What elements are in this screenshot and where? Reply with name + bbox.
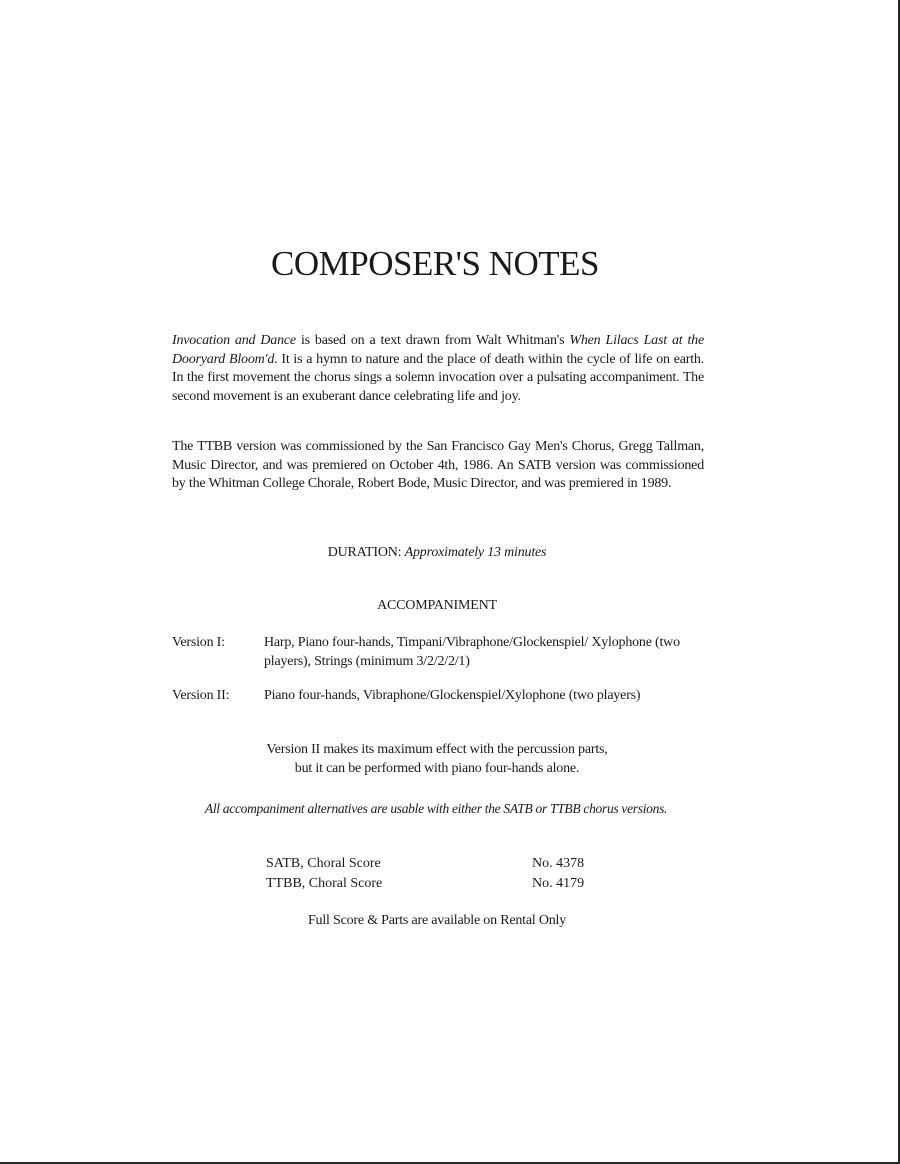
alternatives-note: All accompaniment alternatives are usable with either the SATB or TTBB chorus versions. [204,801,668,816]
page-title: COMPOSER'S NOTES [271,244,599,283]
version-row [172,633,712,671]
version-label: Version II: [172,688,230,703]
score-name: SATB, Choral Score [266,856,381,871]
duration-value: Approximately 13 minutes [404,545,547,560]
score-row [266,874,626,894]
duration-line [0,545,874,561]
version-note-line-1: Version II makes its maximum effect with the percussion parts, [266,742,608,757]
rental-note: Full Score & Parts are available on Rental Only [307,913,567,928]
version-instrumentation: Piano four-hands, Vibraphone/Glockenspiel/Xylophone (two players) [264,688,641,703]
score-number: No. 4378 [532,856,585,871]
version-note-line-2: but it can be performed with piano four-hands alone. [294,761,580,776]
intro-text-a: is based on a text drawn from Walt Whitman's [295,333,570,348]
commission-paragraph: The TTBB version was commissioned by the San Francisco Gay Men's Chorus, Gregg Tallman, Music Director, and was premiered on October 4th, 1986. An SATB version was commissioned by the Whitman College Chorale, Robert Bode, Music Director, and was premiered in 1989. [172,439,704,492]
accompaniment-heading: ACCOMPANIMENT [377,598,497,613]
score-name: TTBB, Choral Score [266,876,383,891]
version-label: Version I: [172,635,225,650]
intro-paragraph [172,332,704,406]
intro-text-b: . It is a hymn to nature and the place of death within the cycle of life on earth. In the first movement the chorus sings a solemn invocation over a pulsating accompaniment. The second movement is an exuberant dance celebrating life and joy. [172,351,704,404]
score-number: No. 4179 [532,876,585,891]
score-list [266,854,626,894]
score-row [266,854,626,874]
duration-label: DURATION: [327,545,405,560]
version-row [172,686,712,705]
version-note [0,740,874,778]
work-title: Invocation and Dance [172,333,296,348]
version-instrumentation: Harp, Piano four-hands, Timpani/Vibraphone/Glockenspiel/ Xylophone (two players), Strings (minimum 3/2/2/2/1) [264,635,680,669]
poem-title: When Lilacs Last at the Dooryard Bloom'd [172,333,704,367]
